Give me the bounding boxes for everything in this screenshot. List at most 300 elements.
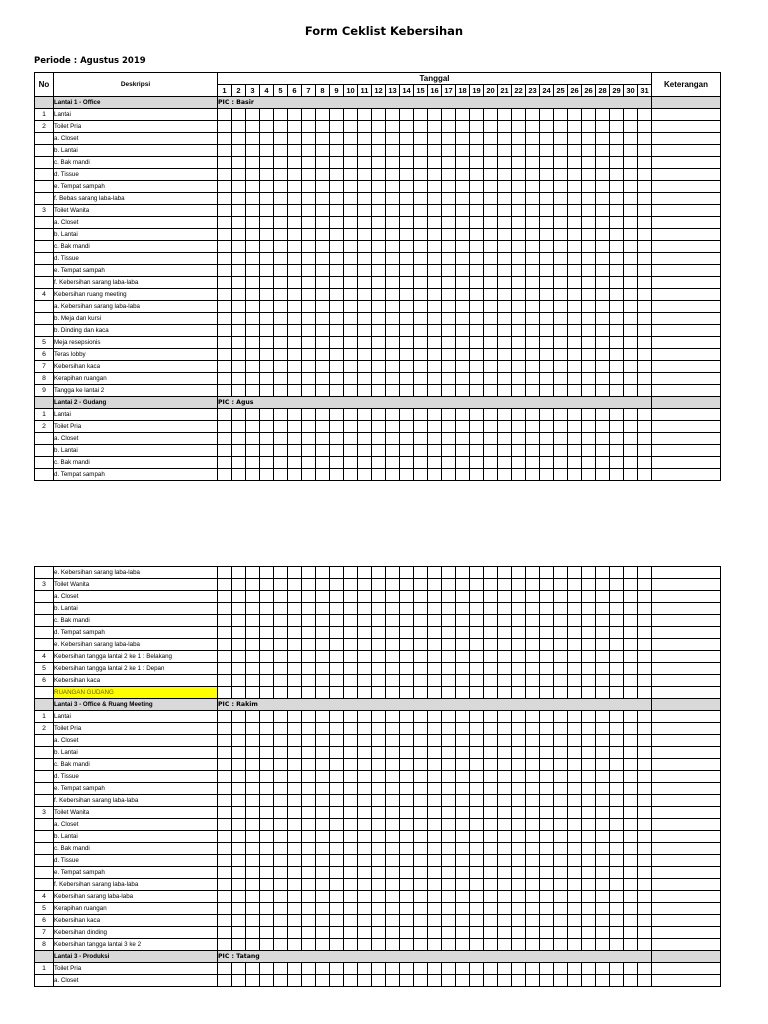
- check-cell[interactable]: [358, 301, 372, 313]
- check-cell[interactable]: [456, 831, 470, 843]
- check-cell[interactable]: [344, 723, 358, 735]
- check-cell[interactable]: [288, 771, 302, 783]
- check-cell[interactable]: [358, 735, 372, 747]
- keterangan-cell[interactable]: [652, 687, 721, 699]
- check-cell[interactable]: [568, 109, 582, 121]
- check-cell[interactable]: [386, 591, 400, 603]
- check-cell[interactable]: [232, 819, 246, 831]
- check-cell[interactable]: [246, 169, 260, 181]
- check-cell[interactable]: [288, 639, 302, 651]
- keterangan-cell[interactable]: [652, 421, 721, 433]
- check-cell[interactable]: [442, 627, 456, 639]
- check-cell[interactable]: [610, 771, 624, 783]
- check-cell[interactable]: [330, 445, 344, 457]
- check-cell[interactable]: [456, 181, 470, 193]
- check-cell[interactable]: [414, 181, 428, 193]
- check-cell[interactable]: [344, 289, 358, 301]
- check-cell[interactable]: [624, 325, 638, 337]
- check-cell[interactable]: [442, 831, 456, 843]
- check-cell[interactable]: [372, 711, 386, 723]
- check-cell[interactable]: [344, 421, 358, 433]
- check-cell[interactable]: [386, 687, 400, 699]
- check-cell[interactable]: [456, 603, 470, 615]
- check-cell[interactable]: [512, 855, 526, 867]
- check-cell[interactable]: [316, 567, 330, 579]
- check-cell[interactable]: [470, 663, 484, 675]
- check-cell[interactable]: [470, 927, 484, 939]
- check-cell[interactable]: [484, 975, 498, 987]
- check-cell[interactable]: [274, 735, 288, 747]
- check-cell[interactable]: [372, 433, 386, 445]
- check-cell[interactable]: [582, 723, 596, 735]
- check-cell[interactable]: [470, 711, 484, 723]
- check-cell[interactable]: [372, 133, 386, 145]
- check-cell[interactable]: [456, 229, 470, 241]
- check-cell[interactable]: [568, 277, 582, 289]
- check-cell[interactable]: [596, 145, 610, 157]
- check-cell[interactable]: [232, 723, 246, 735]
- check-cell[interactable]: [414, 687, 428, 699]
- check-cell[interactable]: [330, 361, 344, 373]
- check-cell[interactable]: [526, 759, 540, 771]
- check-cell[interactable]: [540, 169, 554, 181]
- check-cell[interactable]: [386, 843, 400, 855]
- check-cell[interactable]: [638, 313, 652, 325]
- check-cell[interactable]: [582, 711, 596, 723]
- check-cell[interactable]: [512, 409, 526, 421]
- keterangan-cell[interactable]: [652, 579, 721, 591]
- keterangan-cell[interactable]: [652, 253, 721, 265]
- check-cell[interactable]: [218, 843, 232, 855]
- check-cell[interactable]: [498, 735, 512, 747]
- check-cell[interactable]: [274, 927, 288, 939]
- check-cell[interactable]: [400, 229, 414, 241]
- check-cell[interactable]: [456, 145, 470, 157]
- check-cell[interactable]: [414, 651, 428, 663]
- check-cell[interactable]: [218, 651, 232, 663]
- check-cell[interactable]: [302, 855, 316, 867]
- check-cell[interactable]: [386, 711, 400, 723]
- check-cell[interactable]: [498, 807, 512, 819]
- check-cell[interactable]: [484, 591, 498, 603]
- check-cell[interactable]: [442, 277, 456, 289]
- check-cell[interactable]: [596, 747, 610, 759]
- check-cell[interactable]: [624, 579, 638, 591]
- check-cell[interactable]: [610, 579, 624, 591]
- check-cell[interactable]: [540, 687, 554, 699]
- check-cell[interactable]: [596, 289, 610, 301]
- check-cell[interactable]: [582, 855, 596, 867]
- check-cell[interactable]: [554, 591, 568, 603]
- check-cell[interactable]: [344, 855, 358, 867]
- check-cell[interactable]: [260, 939, 274, 951]
- check-cell[interactable]: [246, 975, 260, 987]
- keterangan-cell[interactable]: [652, 265, 721, 277]
- check-cell[interactable]: [456, 903, 470, 915]
- check-cell[interactable]: [288, 145, 302, 157]
- check-cell[interactable]: [372, 819, 386, 831]
- check-cell[interactable]: [596, 217, 610, 229]
- check-cell[interactable]: [512, 229, 526, 241]
- check-cell[interactable]: [456, 579, 470, 591]
- check-cell[interactable]: [288, 891, 302, 903]
- check-cell[interactable]: [246, 217, 260, 229]
- check-cell[interactable]: [554, 759, 568, 771]
- check-cell[interactable]: [512, 711, 526, 723]
- check-cell[interactable]: [246, 783, 260, 795]
- check-cell[interactable]: [484, 121, 498, 133]
- check-cell[interactable]: [316, 867, 330, 879]
- check-cell[interactable]: [624, 939, 638, 951]
- check-cell[interactable]: [218, 615, 232, 627]
- check-cell[interactable]: [372, 241, 386, 253]
- check-cell[interactable]: [512, 337, 526, 349]
- check-cell[interactable]: [414, 313, 428, 325]
- check-cell[interactable]: [218, 783, 232, 795]
- check-cell[interactable]: [596, 109, 610, 121]
- check-cell[interactable]: [624, 121, 638, 133]
- check-cell[interactable]: [456, 421, 470, 433]
- check-cell[interactable]: [498, 205, 512, 217]
- check-cell[interactable]: [218, 217, 232, 229]
- check-cell[interactable]: [274, 711, 288, 723]
- check-cell[interactable]: [470, 145, 484, 157]
- check-cell[interactable]: [526, 337, 540, 349]
- check-cell[interactable]: [372, 145, 386, 157]
- check-cell[interactable]: [288, 627, 302, 639]
- check-cell[interactable]: [624, 915, 638, 927]
- check-cell[interactable]: [624, 615, 638, 627]
- check-cell[interactable]: [232, 169, 246, 181]
- check-cell[interactable]: [554, 615, 568, 627]
- check-cell[interactable]: [260, 289, 274, 301]
- check-cell[interactable]: [568, 433, 582, 445]
- check-cell[interactable]: [260, 109, 274, 121]
- check-cell[interactable]: [554, 109, 568, 121]
- check-cell[interactable]: [358, 939, 372, 951]
- check-cell[interactable]: [526, 469, 540, 481]
- check-cell[interactable]: [428, 615, 442, 627]
- check-cell[interactable]: [498, 675, 512, 687]
- check-cell[interactable]: [484, 145, 498, 157]
- check-cell[interactable]: [358, 879, 372, 891]
- check-cell[interactable]: [260, 229, 274, 241]
- check-cell[interactable]: [260, 205, 274, 217]
- check-cell[interactable]: [456, 867, 470, 879]
- check-cell[interactable]: [526, 313, 540, 325]
- check-cell[interactable]: [302, 567, 316, 579]
- check-cell[interactable]: [484, 277, 498, 289]
- check-cell[interactable]: [428, 567, 442, 579]
- check-cell[interactable]: [414, 891, 428, 903]
- check-cell[interactable]: [246, 421, 260, 433]
- check-cell[interactable]: [442, 457, 456, 469]
- check-cell[interactable]: [414, 157, 428, 169]
- check-cell[interactable]: [288, 819, 302, 831]
- check-cell[interactable]: [540, 157, 554, 169]
- check-cell[interactable]: [582, 843, 596, 855]
- check-cell[interactable]: [344, 157, 358, 169]
- check-cell[interactable]: [400, 445, 414, 457]
- check-cell[interactable]: [610, 373, 624, 385]
- check-cell[interactable]: [260, 711, 274, 723]
- check-cell[interactable]: [470, 627, 484, 639]
- check-cell[interactable]: [246, 639, 260, 651]
- keterangan-cell[interactable]: [652, 591, 721, 603]
- check-cell[interactable]: [568, 469, 582, 481]
- check-cell[interactable]: [400, 205, 414, 217]
- check-cell[interactable]: [470, 591, 484, 603]
- check-cell[interactable]: [610, 783, 624, 795]
- check-cell[interactable]: [274, 579, 288, 591]
- check-cell[interactable]: [638, 795, 652, 807]
- check-cell[interactable]: [484, 783, 498, 795]
- check-cell[interactable]: [568, 579, 582, 591]
- check-cell[interactable]: [442, 915, 456, 927]
- check-cell[interactable]: [526, 253, 540, 265]
- check-cell[interactable]: [288, 325, 302, 337]
- check-cell[interactable]: [554, 963, 568, 975]
- check-cell[interactable]: [344, 963, 358, 975]
- check-cell[interactable]: [442, 217, 456, 229]
- check-cell[interactable]: [610, 253, 624, 265]
- check-cell[interactable]: [218, 819, 232, 831]
- check-cell[interactable]: [428, 421, 442, 433]
- check-cell[interactable]: [400, 723, 414, 735]
- check-cell[interactable]: [638, 469, 652, 481]
- check-cell[interactable]: [498, 651, 512, 663]
- check-cell[interactable]: [582, 181, 596, 193]
- check-cell[interactable]: [498, 591, 512, 603]
- check-cell[interactable]: [540, 445, 554, 457]
- check-cell[interactable]: [302, 831, 316, 843]
- check-cell[interactable]: [400, 373, 414, 385]
- check-cell[interactable]: [456, 277, 470, 289]
- check-cell[interactable]: [638, 579, 652, 591]
- check-cell[interactable]: [610, 181, 624, 193]
- check-cell[interactable]: [372, 121, 386, 133]
- check-cell[interactable]: [470, 205, 484, 217]
- check-cell[interactable]: [526, 289, 540, 301]
- check-cell[interactable]: [610, 361, 624, 373]
- check-cell[interactable]: [456, 385, 470, 397]
- check-cell[interactable]: [428, 325, 442, 337]
- check-cell[interactable]: [638, 783, 652, 795]
- check-cell[interactable]: [442, 603, 456, 615]
- check-cell[interactable]: [274, 591, 288, 603]
- check-cell[interactable]: [512, 963, 526, 975]
- check-cell[interactable]: [232, 373, 246, 385]
- check-cell[interactable]: [288, 867, 302, 879]
- check-cell[interactable]: [302, 963, 316, 975]
- check-cell[interactable]: [540, 651, 554, 663]
- check-cell[interactable]: [358, 289, 372, 301]
- check-cell[interactable]: [456, 313, 470, 325]
- check-cell[interactable]: [512, 819, 526, 831]
- check-cell[interactable]: [526, 409, 540, 421]
- check-cell[interactable]: [638, 615, 652, 627]
- check-cell[interactable]: [638, 145, 652, 157]
- check-cell[interactable]: [400, 843, 414, 855]
- check-cell[interactable]: [610, 409, 624, 421]
- check-cell[interactable]: [372, 915, 386, 927]
- check-cell[interactable]: [498, 567, 512, 579]
- check-cell[interactable]: [358, 675, 372, 687]
- check-cell[interactable]: [358, 819, 372, 831]
- check-cell[interactable]: [302, 325, 316, 337]
- check-cell[interactable]: [456, 469, 470, 481]
- check-cell[interactable]: [470, 181, 484, 193]
- check-cell[interactable]: [414, 795, 428, 807]
- check-cell[interactable]: [344, 361, 358, 373]
- check-cell[interactable]: [260, 915, 274, 927]
- check-cell[interactable]: [442, 783, 456, 795]
- check-cell[interactable]: [568, 747, 582, 759]
- check-cell[interactable]: [400, 265, 414, 277]
- check-cell[interactable]: [344, 807, 358, 819]
- check-cell[interactable]: [232, 639, 246, 651]
- keterangan-cell[interactable]: [652, 951, 721, 963]
- check-cell[interactable]: [456, 639, 470, 651]
- check-cell[interactable]: [302, 759, 316, 771]
- check-cell[interactable]: [638, 651, 652, 663]
- keterangan-cell[interactable]: [652, 795, 721, 807]
- check-cell[interactable]: [596, 915, 610, 927]
- check-cell[interactable]: [512, 687, 526, 699]
- check-cell[interactable]: [624, 687, 638, 699]
- check-cell[interactable]: [540, 133, 554, 145]
- check-cell[interactable]: [232, 145, 246, 157]
- check-cell[interactable]: [414, 879, 428, 891]
- check-cell[interactable]: [554, 229, 568, 241]
- check-cell[interactable]: [302, 843, 316, 855]
- check-cell[interactable]: [568, 711, 582, 723]
- check-cell[interactable]: [218, 711, 232, 723]
- check-cell[interactable]: [512, 205, 526, 217]
- check-cell[interactable]: [596, 939, 610, 951]
- check-cell[interactable]: [512, 157, 526, 169]
- check-cell[interactable]: [316, 217, 330, 229]
- check-cell[interactable]: [372, 205, 386, 217]
- check-cell[interactable]: [302, 313, 316, 325]
- check-cell[interactable]: [610, 891, 624, 903]
- check-cell[interactable]: [358, 723, 372, 735]
- check-cell[interactable]: [316, 385, 330, 397]
- check-cell[interactable]: [288, 855, 302, 867]
- check-cell[interactable]: [484, 795, 498, 807]
- check-cell[interactable]: [358, 687, 372, 699]
- check-cell[interactable]: [414, 289, 428, 301]
- check-cell[interactable]: [302, 939, 316, 951]
- check-cell[interactable]: [610, 903, 624, 915]
- check-cell[interactable]: [218, 385, 232, 397]
- check-cell[interactable]: [610, 445, 624, 457]
- check-cell[interactable]: [582, 457, 596, 469]
- check-cell[interactable]: [610, 639, 624, 651]
- check-cell[interactable]: [456, 133, 470, 145]
- check-cell[interactable]: [386, 567, 400, 579]
- check-cell[interactable]: [428, 855, 442, 867]
- check-cell[interactable]: [470, 735, 484, 747]
- check-cell[interactable]: [484, 963, 498, 975]
- check-cell[interactable]: [400, 193, 414, 205]
- check-cell[interactable]: [316, 807, 330, 819]
- keterangan-cell[interactable]: [652, 975, 721, 987]
- check-cell[interactable]: [442, 205, 456, 217]
- check-cell[interactable]: [246, 759, 260, 771]
- check-cell[interactable]: [302, 687, 316, 699]
- check-cell[interactable]: [274, 361, 288, 373]
- check-cell[interactable]: [400, 783, 414, 795]
- check-cell[interactable]: [442, 301, 456, 313]
- check-cell[interactable]: [302, 615, 316, 627]
- check-cell[interactable]: [400, 795, 414, 807]
- check-cell[interactable]: [554, 807, 568, 819]
- check-cell[interactable]: [218, 289, 232, 301]
- check-cell[interactable]: [358, 795, 372, 807]
- check-cell[interactable]: [414, 675, 428, 687]
- check-cell[interactable]: [596, 169, 610, 181]
- check-cell[interactable]: [218, 253, 232, 265]
- check-cell[interactable]: [596, 651, 610, 663]
- check-cell[interactable]: [274, 723, 288, 735]
- check-cell[interactable]: [218, 915, 232, 927]
- check-cell[interactable]: [484, 675, 498, 687]
- check-cell[interactable]: [638, 181, 652, 193]
- check-cell[interactable]: [596, 711, 610, 723]
- check-cell[interactable]: [344, 879, 358, 891]
- check-cell[interactable]: [498, 663, 512, 675]
- check-cell[interactable]: [358, 783, 372, 795]
- check-cell[interactable]: [512, 843, 526, 855]
- check-cell[interactable]: [302, 603, 316, 615]
- check-cell[interactable]: [288, 843, 302, 855]
- check-cell[interactable]: [218, 445, 232, 457]
- check-cell[interactable]: [470, 975, 484, 987]
- check-cell[interactable]: [400, 217, 414, 229]
- check-cell[interactable]: [540, 855, 554, 867]
- check-cell[interactable]: [400, 927, 414, 939]
- check-cell[interactable]: [232, 939, 246, 951]
- check-cell[interactable]: [442, 313, 456, 325]
- keterangan-cell[interactable]: [652, 385, 721, 397]
- check-cell[interactable]: [638, 385, 652, 397]
- check-cell[interactable]: [288, 445, 302, 457]
- check-cell[interactable]: [316, 627, 330, 639]
- check-cell[interactable]: [316, 579, 330, 591]
- check-cell[interactable]: [526, 193, 540, 205]
- check-cell[interactable]: [568, 241, 582, 253]
- check-cell[interactable]: [568, 265, 582, 277]
- check-cell[interactable]: [624, 409, 638, 421]
- check-cell[interactable]: [638, 567, 652, 579]
- keterangan-cell[interactable]: [652, 723, 721, 735]
- keterangan-cell[interactable]: [652, 807, 721, 819]
- check-cell[interactable]: [540, 591, 554, 603]
- check-cell[interactable]: [260, 615, 274, 627]
- check-cell[interactable]: [526, 735, 540, 747]
- keterangan-cell[interactable]: [652, 181, 721, 193]
- check-cell[interactable]: [414, 639, 428, 651]
- check-cell[interactable]: [372, 903, 386, 915]
- check-cell[interactable]: [638, 193, 652, 205]
- check-cell[interactable]: [372, 265, 386, 277]
- check-cell[interactable]: [596, 457, 610, 469]
- check-cell[interactable]: [512, 579, 526, 591]
- check-cell[interactable]: [470, 301, 484, 313]
- check-cell[interactable]: [274, 169, 288, 181]
- check-cell[interactable]: [624, 567, 638, 579]
